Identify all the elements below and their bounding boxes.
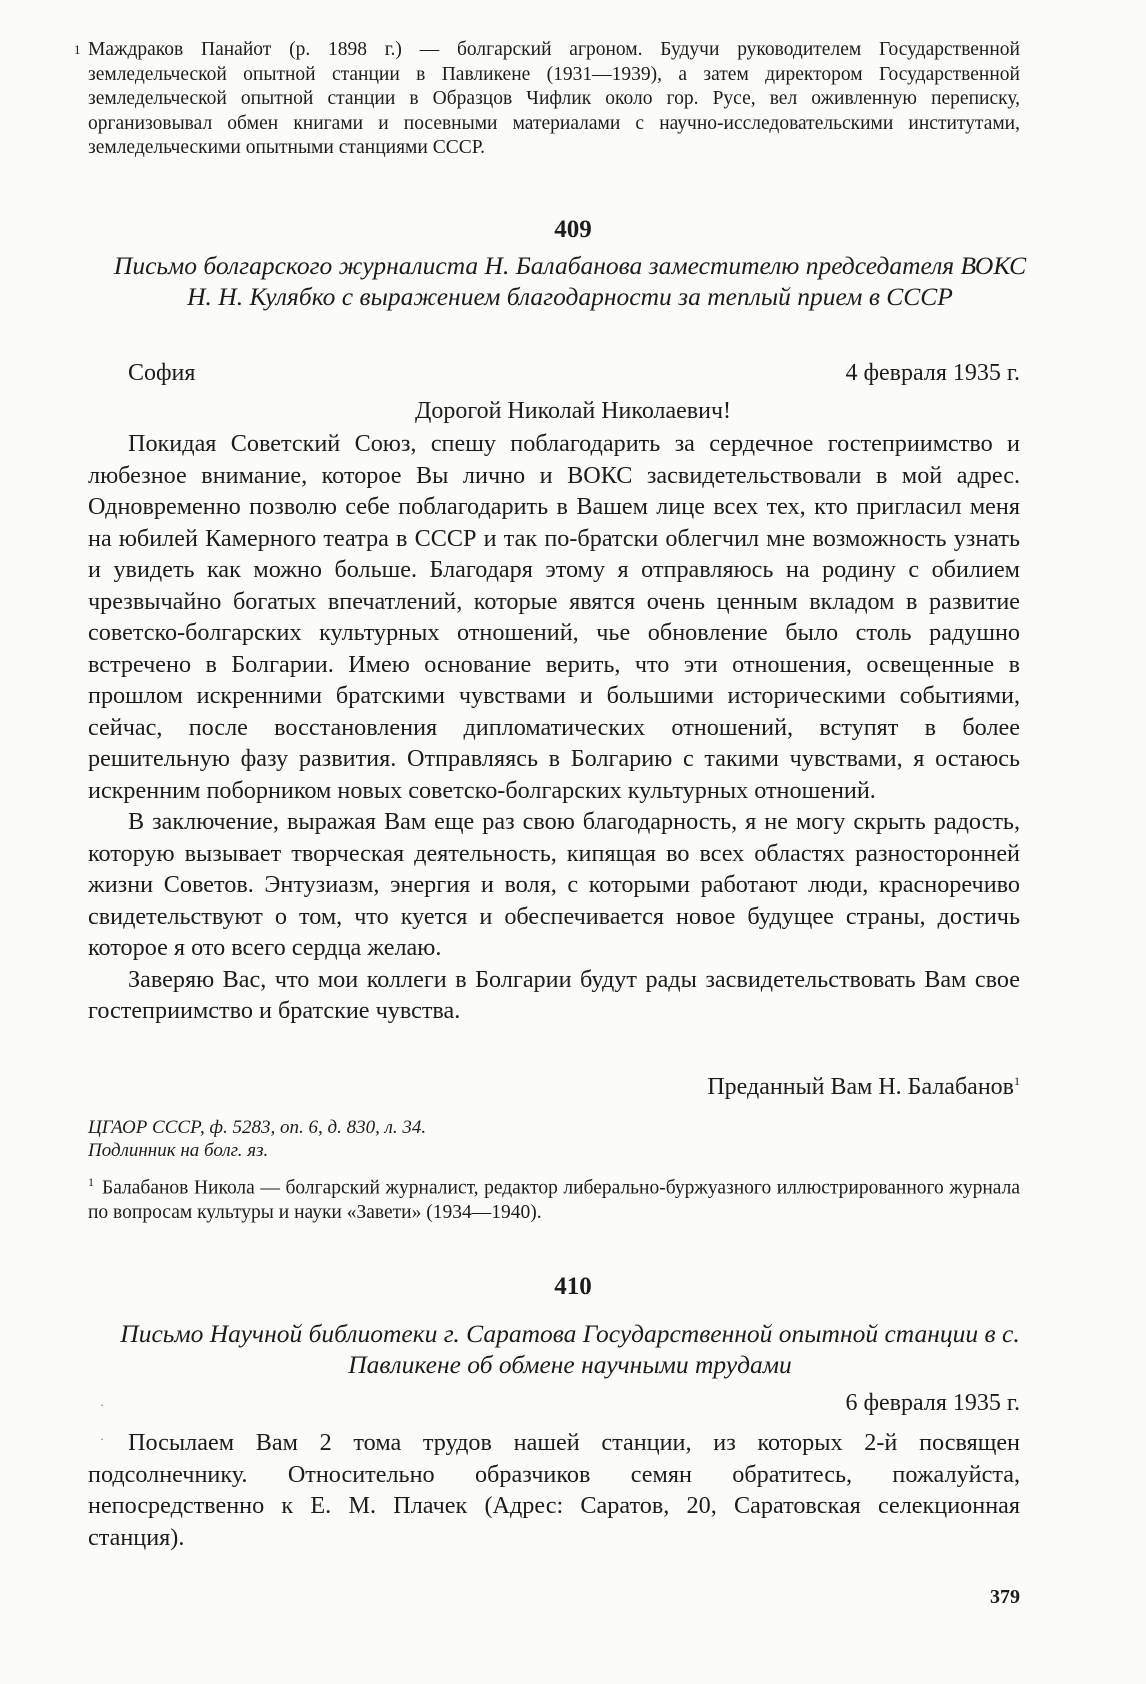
letter-paragraph: В заключение, выражая Вам еще раз свою благодарность, я не могу скрыть радость, которую вызывает творческая деятельность, кипящая во всех областях разносторонней жизни Советов. Энтузиазм, энергия и воля, с которыми работают люди, красноречиво свидетельствуют о том, что куется и обеспечивается новое будущее страны, достичь которое я ото всего сердца желаю.	[88, 808, 1020, 961]
archive-reference	[88, 1116, 788, 1162]
archive-line: ЦГАОР СССР, ф. 5283, оп. 6, д. 830, л. 34.	[88, 1117, 427, 1138]
letter-signature	[707, 1074, 1020, 1101]
letter-paragraph: Покидая Советский Союз, спешу поблагодарить за сердечное гостеприимство и любезное внимание, которое Вы лично и ВОКС засвидетельствовали в мой адрес. Одновременно позволю себе поблагодарить в Вашем лице всех тех, кто пригласил меня на юбилей Камерного театра в СССР и так по-братски облегчил мне возможность узнать и увидеть как можно больше. Благодаря этому я отправляюсь на родину с обилием чрезвычайно богатых впечатлений, которые явятся очень ценным вкладом в развитие советско-болгарских культурных отношений, чье обновление было столь радушно встречено в Болгарии. Имею основание верить, что эти отношения, освещенные в прошлом искренними братскими чувствами и большими историческими событиями, сейчас, после восстановления дипломатических отношений, вступят в более решительную фазу развития. Отправляясь в Болгарию с такими чувствами, я остаюсь искренним поборником новых советско-болгарских культурных отношений.	[88, 430, 1020, 804]
letter-body	[88, 1427, 1020, 1553]
document-number-410: 410	[554, 1273, 592, 1300]
footnote-text: Маждраков Панайот (р. 1898 г.) — болгарский агроном. Будучи руководителем Государственной земледельческой опытной станции в Павликене (1931—1939), а затем директором Государственной земледельческой опытной станции в Образцов Чифлик около гор. Русе, вел оживленную переписку, организовывал обмен книгами и посевными материалами с научно-исследовательскими институтами, земледельческими опытными станциями СССР.	[88, 39, 1020, 158]
letter-paragraph: Посылаем Вам 2 тома трудов нашей станции, из которых 2-й посвящен подсолнечнику. Относительно образчиков семян обратитесь, пожалуйста, непосредственно к Е. М. Плачек (Адрес: Саратов, 20, Саратовская селекционная станция).	[88, 1429, 1020, 1551]
letter-greeting: Дорогой Николай Николаевич!	[414, 398, 732, 424]
top-footnote	[74, 38, 1020, 161]
letter-date: 4 февраля 1935 г.	[845, 360, 1020, 386]
page-number: 379	[990, 1586, 1020, 1608]
letter-paragraph: Заверяю Вас, что мои коллеги в Болгарии будут рады засвидетельствовать Вам свое гостеприимство и братские чувства.	[88, 965, 1020, 1024]
bottom-footnote	[88, 1170, 1020, 1225]
document-title-410: Письмо Научной библиотеки г. Саратова Государственной опытной станции в с. Павликене об обмене научными трудами	[120, 1319, 1020, 1379]
letter-place: София	[128, 360, 196, 386]
letter-date: 6 февраля 1935 г.	[845, 1390, 1020, 1416]
document-title-409: Письмо болгарского журналиста Н. Балабанова заместителю председателя ВОКС Н. Н. Кулябко с выражением благодарности за теплый прием в СССР	[113, 251, 1027, 311]
place-date-line	[128, 360, 1020, 387]
footnote-text: Балабанов Никола — болгарский журналист, редактор либерально-буржуазного иллюстрированного журнала по вопросам культуры и науки «Завети» (1934—1940).	[88, 1177, 1020, 1223]
footnote-mark: 1	[88, 1175, 94, 1189]
archive-note: Подлинник на болг. яз.	[88, 1140, 269, 1161]
document-number-409: 409	[554, 216, 592, 243]
scan-speck: ·	[100, 1432, 104, 1446]
signature-footnote-mark: 1	[1014, 1074, 1020, 1088]
footnote-mark: 1	[74, 42, 81, 57]
scan-speck: ·	[100, 1398, 104, 1412]
signature-text: Преданный Вам Н. Балабанов	[707, 1074, 1014, 1100]
letter-body	[88, 428, 1020, 1027]
